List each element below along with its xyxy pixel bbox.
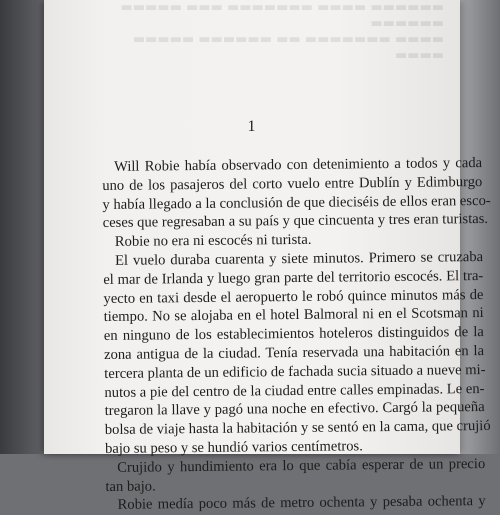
text-line: en ninguno de los establecimientos hoteleros distinguidos de la	[103, 324, 484, 345]
text-line: nutos a pie del centro de la ciudad entre calles empinadas. Le en-	[104, 380, 485, 401]
text-line: tercera planta de un edificio de fachada sucia situado a nueve mi-	[104, 361, 486, 382]
text-line: el mar de Irlanda y luego gran parte del territorio escocés. El tra-	[103, 267, 484, 288]
book-page	[44, 0, 491, 514]
text-line: tregaron la llave y pagó una noche en efectivo. Cargó la pequeña	[104, 399, 485, 420]
text-line: y había llegado a la conclusión de que dieciséis de ellos eran esco-	[102, 192, 491, 213]
text-line: uno de los pasajeros del corto vuelo entre Dublín y Edimburgo	[102, 173, 483, 194]
text-line: zona antigua de la ciudad. Tenía reservada una habitación en la	[103, 342, 485, 363]
text-line: tiempo. No se alojaba en el hotel Balmoral ni en el Scotsman ni	[103, 305, 484, 326]
chapter-number: 1	[247, 118, 257, 135]
text-line: Crujido y hundimiento era lo que cabía esperar de un precio	[117, 455, 486, 476]
text-line: Robie medía poco más de metro ochenta y pesaba ochenta y	[117, 493, 486, 514]
text-line: bolsa de viaje hasta la habitación y se sentó en la cama, que crujió	[104, 418, 491, 439]
text-line: ceses que regresaban a su país y que cincuenta y tres eran turistas.	[102, 211, 489, 232]
text-line: tan bajo.	[105, 478, 156, 495]
text-line: Will Robie había observado con detenimiento a todos y cada	[114, 155, 483, 175]
text-line: El vuelo duraba cuarenta y siete minutos. Primero se cruzaba	[114, 248, 484, 269]
text-line: Robie no era ni escocés ni turista.	[114, 231, 312, 251]
show-through-texture: ▬▬▬▬▬▬ ▬▬▬▬ ▬▬▬▬▬▬▬ ▬▬▬ ▬▬▬▬▬ ▬▬▬▬▬▬ ▬▬▬▬ ▬▬▬▬▬▬▬ ▬▬ ▬▬▬▬▬▬ ▬▬▬▬▬ ▬▬▬▬	[120, 0, 444, 63]
chapter-body-text	[102, 154, 491, 515]
text-line: yecto en taxi desde el aeropuerto le robó quince minutos más de	[103, 286, 484, 307]
text-line: bajo su peso y se hundió varios centímetros.	[104, 438, 363, 457]
